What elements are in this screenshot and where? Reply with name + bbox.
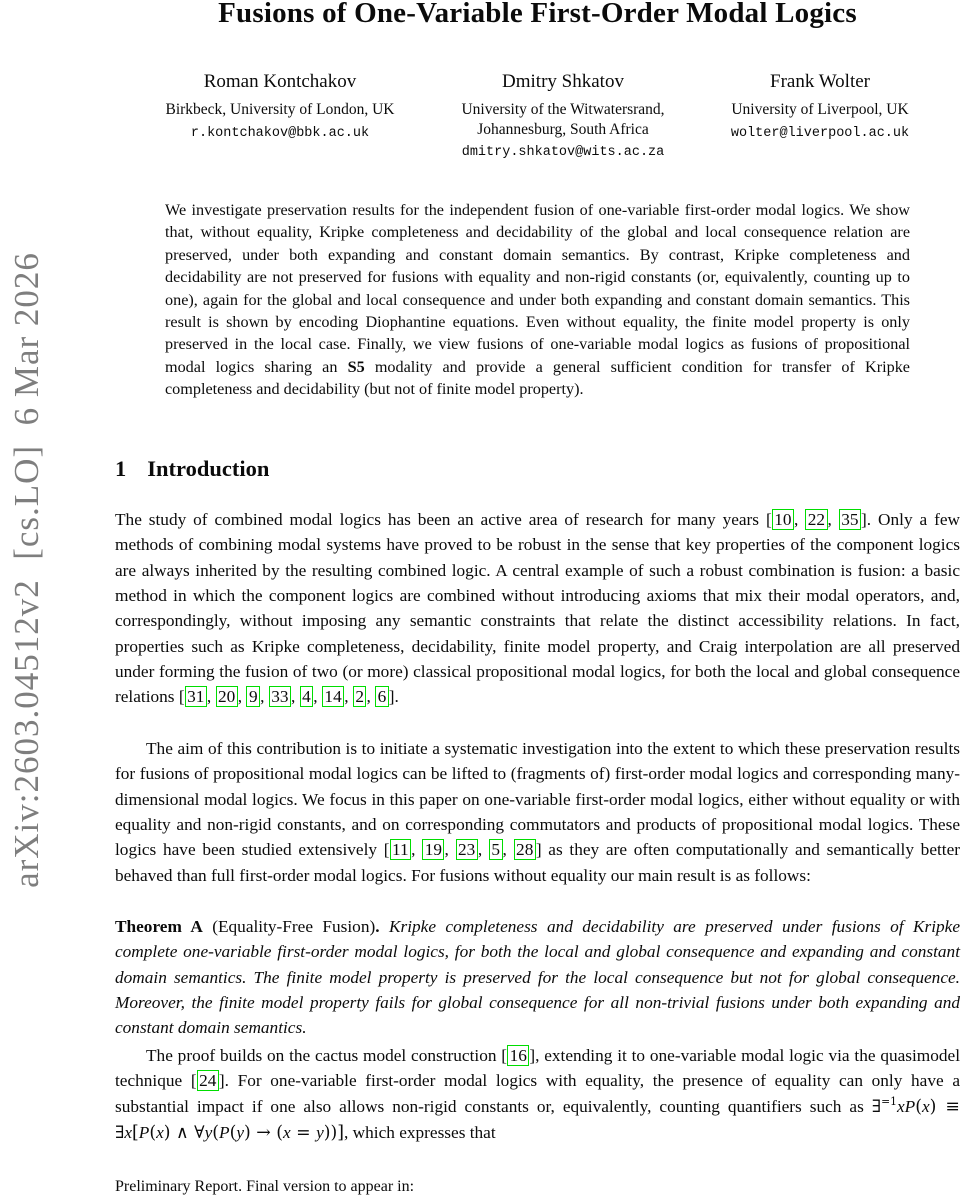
author-email: wolter@liverpool.ac.uk	[730, 125, 910, 141]
citation-link[interactable]: 22	[805, 509, 827, 530]
paper-content	[115, 0, 960, 1200]
citation-link[interactable]: 33	[269, 686, 291, 707]
citation-link[interactable]: 35	[839, 509, 861, 530]
affiliation-line: University of Liverpool, UK	[731, 101, 909, 118]
author-name: Frank Wolter	[770, 71, 870, 92]
author-2	[430, 71, 696, 160]
footnote: Preliminary Report. Final version to appear in:	[115, 1178, 415, 1195]
author-email: r.kontchakov@bbk.ac.uk	[190, 125, 370, 141]
affiliation-line: University of the Witwatersrand,	[461, 101, 665, 118]
citation-link[interactable]: 4	[300, 686, 314, 707]
citation-link[interactable]: 23	[456, 839, 478, 860]
citation-link[interactable]: 14	[322, 686, 344, 707]
author-3	[690, 71, 950, 141]
citation-link[interactable]: 9	[246, 686, 260, 707]
author-affiliation	[690, 100, 950, 120]
citation-link[interactable]: 2	[353, 686, 367, 707]
citation-link[interactable]: 19	[422, 839, 444, 860]
citation-link[interactable]: 5	[489, 839, 503, 860]
citation-link[interactable]: 10	[772, 509, 794, 530]
citation-link[interactable]: 20	[216, 686, 238, 707]
abstract: We investigate preservation results for the independent fusion of one-variable first-order modal logics. We show that, without equality, Kripke completeness and decidability of the global and local consequence relation are preserved, under both expanding and constant domain semantics. By contrast, Kripke completeness and decidability are not preserved for fusions with equality and non-rigid constants (or, equivalently, counting up to one), again for the global and local consequence and under both expanding and constant domain semantics. This result is shown by encoding Diophantine equations. Even without equality, the finite model property is only preserved in the local case. Finally, we view fusions of one-variable modal logics as fusions of propositional modal logics sharing an S5 modality and provide a general sufficient condition for transfer of Kripke completeness and decidability (but not of finite model property).	[165, 201, 910, 399]
paragraph-1: The study of combined modal logics has been an active area of research for many years [ 10 , 22 , 35 ]. Only a few methods of combining modal systems have proved to be robust in the sense that key properties of the component logics are always inherited by the resulting combined logic. A central example of such a robust combination is fusion: a basic method in which the component logics are combined without introducing axioms that mix their modal operators, and, correspondingly, without imposing any semantic constraints that relate the distinct accessibility relations. In fact, properties such as Kripke completeness, decidability, finite model property, and Craig interpolation are all preserved under forming the fusion of two (or more) classical propositional modal logics, for both the local and global consequence relations [ 31 , 20 , 9 , 33 , 4 , 14 , 2 , 6 ].	[115, 510, 961, 707]
arxiv-watermark: arXiv:2603.04512v2 [cs.LO] 6 Mar 2026	[7, 252, 46, 888]
theorem-a: Theorem A (Equality-Free Fusion). Kripke completeness and decidability are preserved under fusions of Kripke complete one-variable first-order modal logics, for both the local and global consequence and expanding and constant domain semantics. The finite model property is preserved for the local consequence but not for global consequence. Moreover, the finite model property fails for global consequence for all non-trivial fusions under both expanding and constant domain semantics.	[115, 917, 960, 1038]
author-1	[150, 71, 410, 141]
section-number: 1	[115, 456, 127, 481]
citation-link[interactable]: 6	[375, 686, 389, 707]
citation-link[interactable]: 31	[185, 686, 207, 707]
author-email: dmitry.shkatov@wits.ac.za	[461, 145, 665, 160]
author-name: Roman Kontchakov	[203, 71, 357, 92]
author-block	[115, 71, 960, 181]
affiliation-line: Birkbeck, University of London, UK	[165, 101, 395, 118]
author-name: Dmitry Shkatov	[502, 71, 624, 92]
citation-link[interactable]: 24	[197, 1070, 219, 1091]
section-heading-introduction	[115, 456, 269, 482]
paper-title: Fusions of One-Variable First-Order Modal Logics	[218, 0, 857, 29]
author-affiliation	[430, 100, 696, 139]
citation-link[interactable]: 28	[514, 839, 536, 860]
citation-link[interactable]: 16	[507, 1045, 529, 1066]
paragraph-2: The aim of this contribution is to initiate a systematic investigation into the extent to which these preservation results for fusions of propositional modal logics can be lifted to (fragments of) first-order modal logics and corresponding many-dimensional modal logics. We focus in this paper on one-variable first-order modal logics, either without equality or with equality and non-rigid constants, and on corresponding commutators and products of propositional modal logics. These logics have been studied extensively [ 11 , 19 , 23 , 5 , 28 ] as they are often computationally and semantically better behaved than full first-order modal logics. For fusions without equality our main result is as follows:	[115, 739, 961, 885]
section-title: Introduction	[147, 456, 270, 481]
citation-link[interactable]: 11	[390, 839, 412, 860]
paragraph-3: The proof builds on the cactus model construction [ 16 ], extending it to one-variable modal logic via the quasimodel technique [ 24 ]. For one-variable first-order modal logics with equality, the presence of equality can only have a substantial impact if one also allows non-rigid constants or, equivalently, counting quantifiers such as ∃$^{=1}$xP(x) ≡ ∃x[P(x) ∧ ∀y(P(y) → (x = y))], which expresses that	[115, 1046, 960, 1144]
affiliation-line: Johannesburg, South Africa	[477, 120, 649, 138]
author-affiliation	[150, 100, 410, 120]
